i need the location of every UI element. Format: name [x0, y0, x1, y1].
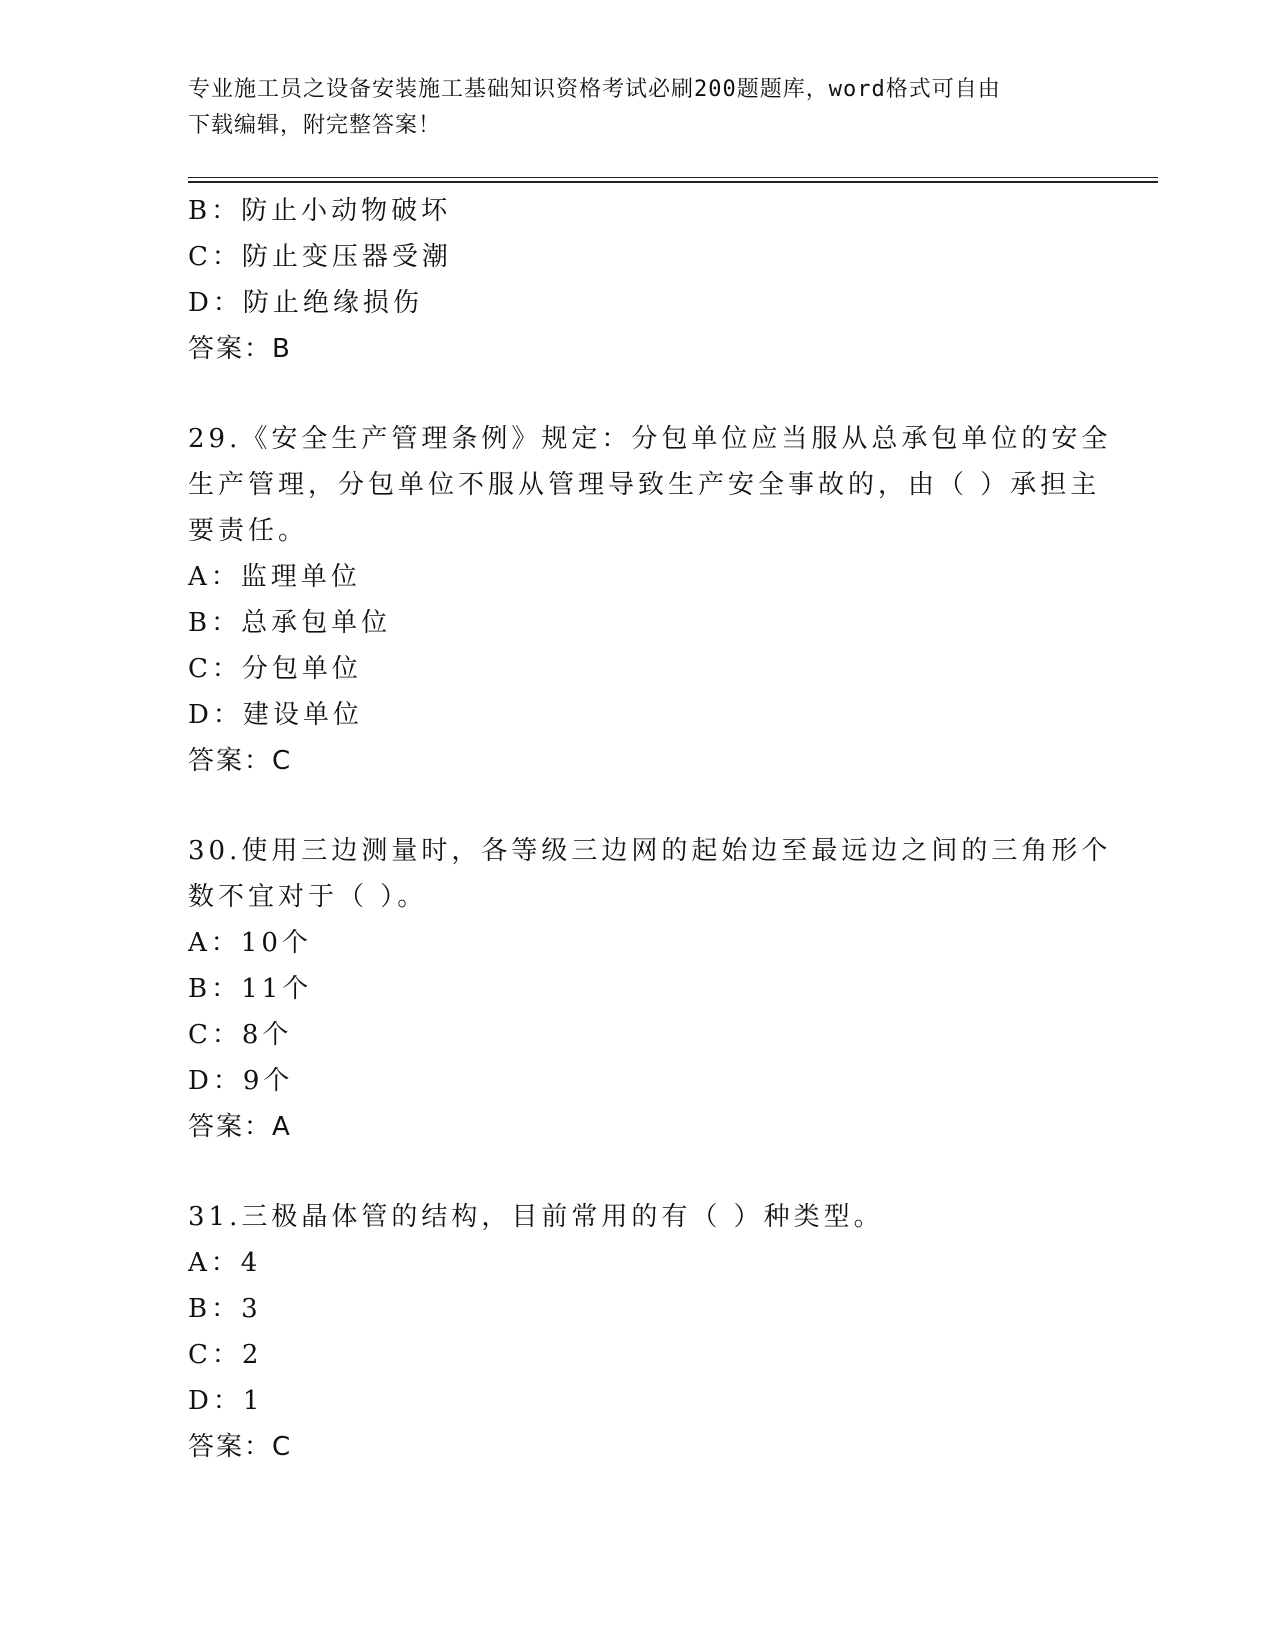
document-header [188, 72, 1068, 144]
header-line-1: 专业施工员之设备安装施工基础知识资格考试必刷200题题库，word格式可自由 [188, 77, 1001, 102]
answer-label: 答案： [188, 746, 273, 776]
question-text-line: 数不宜对于（ ）。 [188, 882, 428, 912]
option-d: D：防止绝缘损伤 [188, 288, 423, 318]
answer-line [188, 326, 1088, 372]
question-text-line: 29.《安全生产管理条例》规定：分包单位应当服从总承包单位的安全 [188, 424, 1112, 454]
answer-line [188, 1104, 1088, 1150]
answer-value: C [272, 1432, 292, 1462]
header-divider-thin [188, 177, 1158, 178]
answer-value: C [272, 746, 292, 776]
option-d: D：1 [188, 1386, 264, 1416]
question-text-line: 31.三极晶体管的结构，目前常用的有（ ）种类型。 [188, 1202, 884, 1232]
option-d: D：建设单位 [188, 700, 363, 730]
answer-label: 答案： [188, 1112, 273, 1142]
question-text-line: 30.使用三边测量时，各等级三边网的起始边至最远边之间的三角形个 [188, 836, 1112, 866]
question-30 [188, 828, 1112, 1150]
option-d: D：9个 [188, 1066, 294, 1096]
option-a: A：4 [188, 1248, 262, 1278]
option-b: B：总承包单位 [188, 608, 392, 638]
header-line-2: 下载编辑，附完整答案！ [188, 113, 442, 138]
option-b: B：防止小动物破坏 [188, 196, 452, 226]
question-31 [188, 1194, 1088, 1470]
option-a: A：监理单位 [188, 562, 361, 592]
option-c: C：分包单位 [188, 654, 362, 684]
option-c: C：2 [188, 1340, 263, 1370]
option-c: C：防止变压器受潮 [188, 242, 452, 272]
answer-value: B [272, 334, 291, 364]
question-list [188, 188, 1112, 1470]
option-b: B：11个 [188, 974, 313, 1004]
option-a: A：10个 [188, 928, 312, 958]
answer-label: 答案： [188, 1432, 273, 1462]
answer-line [188, 738, 1088, 784]
header-divider-thick [188, 181, 1158, 183]
question-text-line: 要责任。 [188, 516, 309, 546]
question-29 [188, 416, 1112, 784]
answer-line [188, 1424, 1088, 1470]
answer-value: A [272, 1112, 291, 1142]
question-text-line: 生产管理，分包单位不服从管理导致生产安全事故的，由（ ）承担主 [188, 470, 1101, 500]
question-28-continued [188, 188, 1088, 372]
answer-label: 答案： [188, 334, 273, 364]
option-b: B：3 [188, 1294, 262, 1324]
option-c: C：8个 [188, 1020, 293, 1050]
